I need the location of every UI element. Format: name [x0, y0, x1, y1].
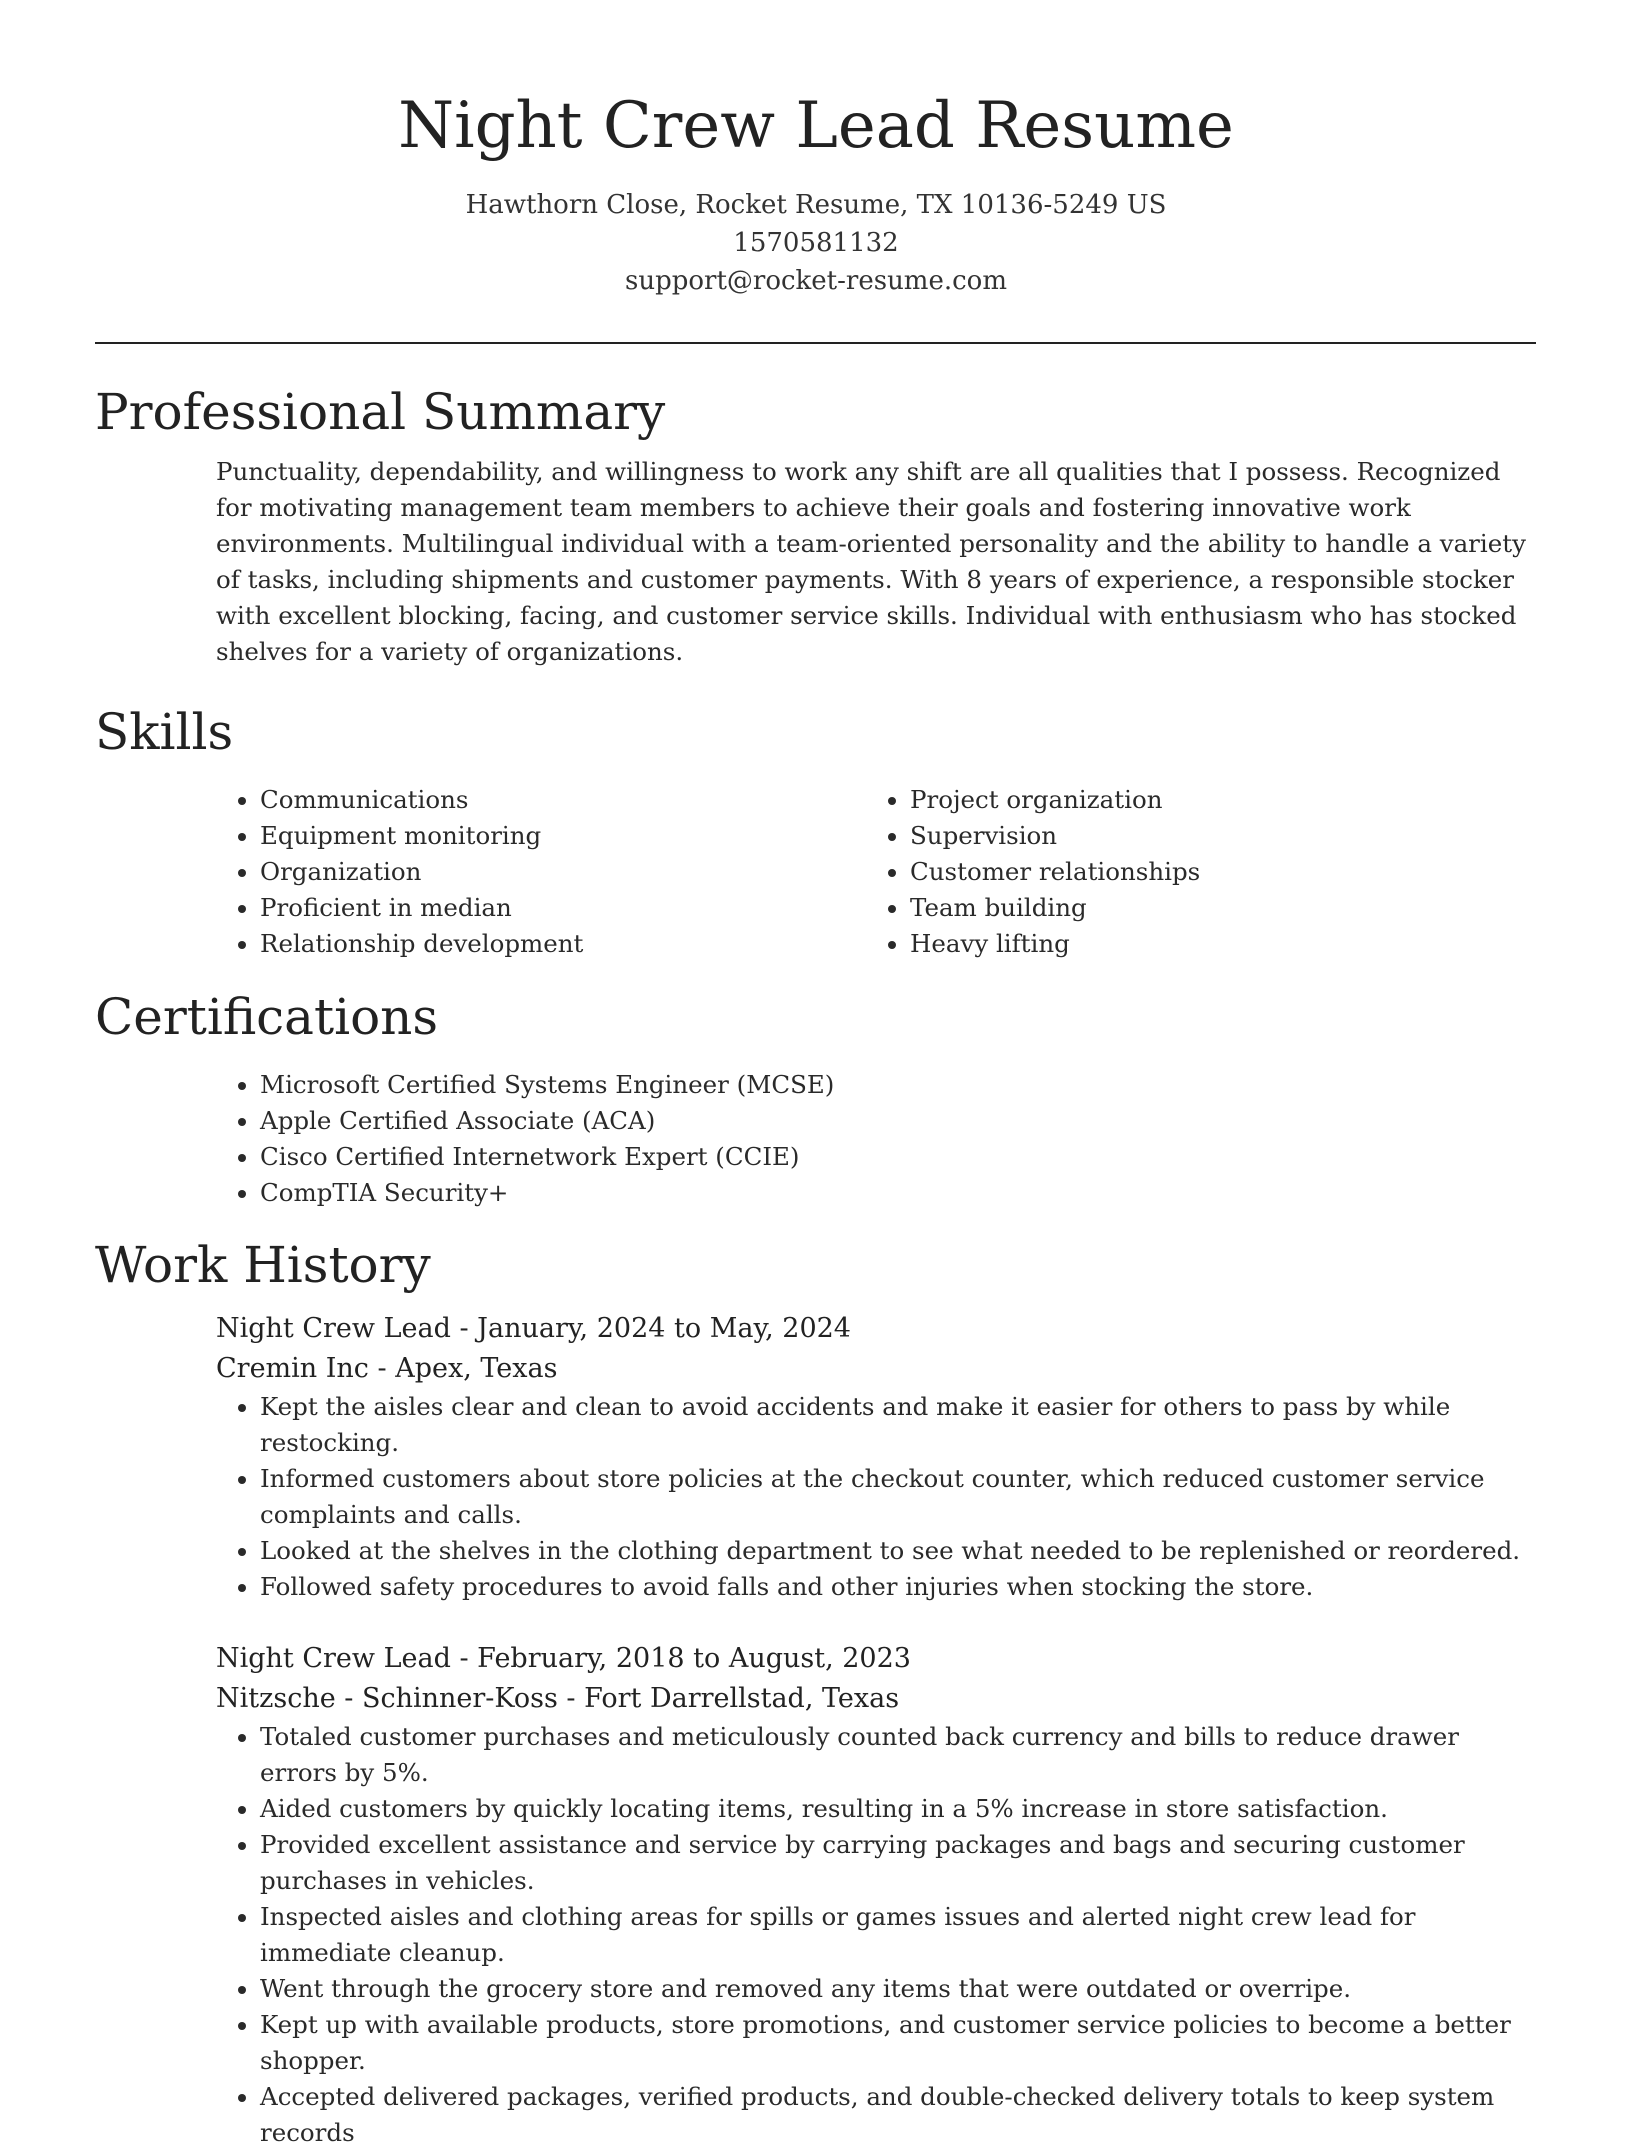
- certifications-section: [95, 985, 1536, 1211]
- job-bullet: • Inspected aisles and clothing areas for spills or games issues and alerted night crew lead for immediate cleanup.: [260, 1899, 1536, 1971]
- job-entry: [216, 1309, 1536, 1605]
- skill-item: • Relationship development: [260, 926, 866, 962]
- contact-info: [0, 186, 1632, 300]
- summary-section: [95, 380, 1536, 670]
- skill-item: • Team building: [910, 890, 1516, 926]
- certification-item: • Apple Certified Associate (ACA): [260, 1103, 1536, 1139]
- work-history-heading: Work History: [95, 1236, 431, 1294]
- job-bullet: • Informed customers about store policies at the checkout counter, which reduced customer service complaints and calls.: [260, 1461, 1536, 1533]
- job-bullet: • Provided excellent assistance and service by carrying packages and bags and securing customer purchases in vehicles.: [260, 1827, 1536, 1899]
- skill-item: • Heavy lifting: [910, 926, 1516, 962]
- job-title: Night Crew Lead - January, 2024 to May, 2024: [216, 1313, 851, 1344]
- resume-title: Night Crew Lead Resume: [398, 89, 1234, 163]
- summary-heading: Professional Summary: [95, 383, 666, 441]
- summary-text: Punctuality, dependability, and willingness to work any shift are all qualities that I possess. Recognized for motivating management team members to achieve their goals and fostering innovative work environments. Multilingual individual with a team-oriented personality and the ability to handle a variety of tasks, including shipments and customer payments. With 8 years of experience, a responsible stocker with excellent blocking, facing, and customer service skills. Individual with enthusiasm who has stocked shelves for a variety of organizations.: [216, 457, 1526, 666]
- job-bullets: [216, 1389, 1536, 1605]
- skills-list-right: [866, 782, 1516, 962]
- skill-item: • Supervision: [910, 818, 1516, 854]
- certification-item: • Cisco Certified Internetwork Expert (CCIE): [260, 1139, 1536, 1175]
- phone: 1570581132: [733, 228, 899, 258]
- job-bullets: [216, 1719, 1536, 2151]
- skill-item: • Communications: [260, 782, 866, 818]
- skill-item: • Equipment monitoring: [260, 818, 866, 854]
- skills-heading: Skills: [95, 703, 234, 761]
- job-bullet: • Totaled customer purchases and meticulously counted back currency and bills to reduce drawer errors by 5%.: [260, 1719, 1536, 1791]
- skills-list-left: [216, 782, 866, 962]
- job-company: Cremin Inc - Apex, Texas: [216, 1353, 558, 1384]
- job-bullet: • Went through the grocery store and removed any items that were outdated or overripe.: [260, 1971, 1536, 2007]
- certification-item: • Microsoft Certified Systems Engineer (MCSE): [260, 1067, 1536, 1103]
- skills-section: [95, 700, 1536, 962]
- jobs-container: [216, 1309, 1536, 2151]
- certifications-heading: Certifications: [95, 988, 439, 1046]
- certification-item: • CompTIA Security+: [260, 1175, 1536, 1211]
- work-history-section: [95, 1233, 1536, 2151]
- skill-item: • Customer relationships: [910, 854, 1516, 890]
- job-entry: [216, 1639, 1536, 2151]
- skill-item: • Proficient in median: [260, 890, 866, 926]
- address: Hawthorn Close, Rocket Resume, TX 10136-5249 US: [465, 190, 1167, 220]
- resume-header: [0, 0, 1632, 300]
- job-bullet: • Kept up with available products, store promotions, and customer service policies to become a better shopper.: [260, 2007, 1536, 2079]
- skill-item: • Project organization: [910, 782, 1516, 818]
- job-bullet: • Aided customers by quickly locating items, resulting in a 5% increase in store satisfaction.: [260, 1791, 1536, 1827]
- job-bullet: • Looked at the shelves in the clothing department to see what needed to be replenished or reordered.: [260, 1533, 1536, 1569]
- skills-column-right: [866, 782, 1516, 962]
- header-divider: [95, 342, 1536, 344]
- skills-grid: [216, 782, 1536, 962]
- email: support@rocket-resume.com: [624, 266, 1007, 296]
- skill-item: • Organization: [260, 854, 866, 890]
- job-bullet: • Kept the aisles clear and clean to avoid accidents and make it easier for others to pass by while restocking.: [260, 1389, 1536, 1461]
- job-bullet: • Accepted delivered packages, verified products, and double-checked delivery totals to keep system records: [260, 2079, 1536, 2151]
- certifications-list: [216, 1067, 1536, 1211]
- job-title: Night Crew Lead - February, 2018 to August, 2023: [216, 1643, 911, 1674]
- skills-column-left: [216, 782, 866, 962]
- certifications-block: [216, 1067, 1536, 1211]
- job-company: Nitzsche - Schinner-Koss - Fort Darrellstad, Texas: [216, 1683, 900, 1714]
- job-bullet: • Followed safety procedures to avoid falls and other injuries when stocking the store.: [260, 1569, 1536, 1605]
